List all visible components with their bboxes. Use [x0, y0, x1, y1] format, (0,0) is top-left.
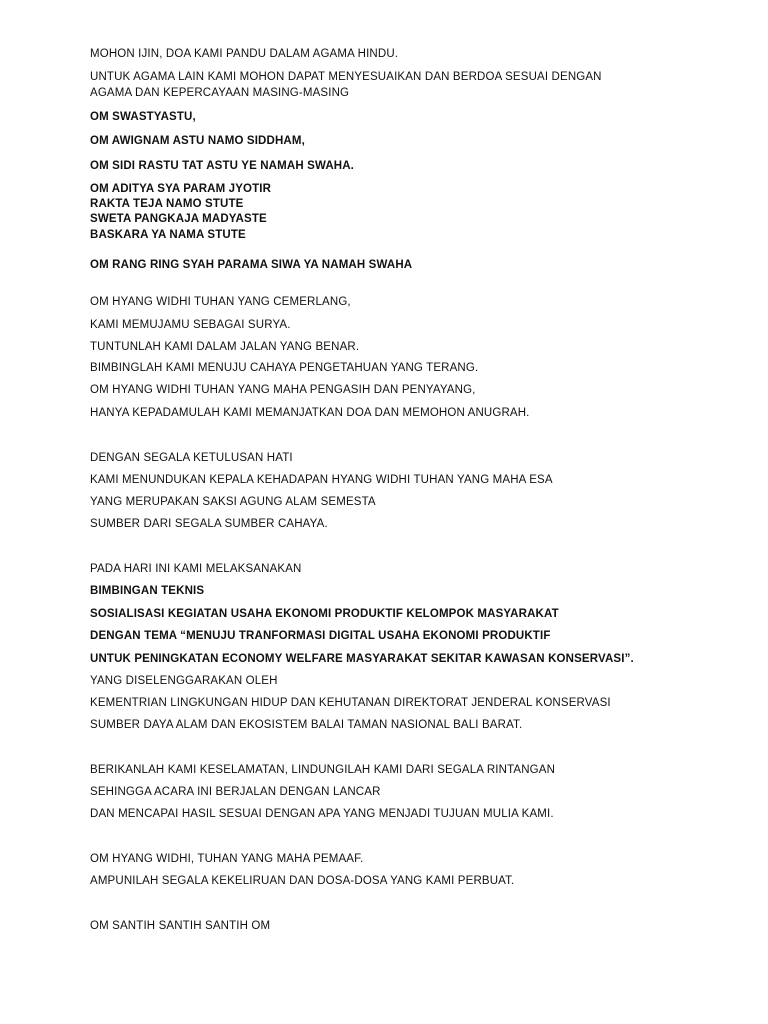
mantra-line-3: OM SIDI RASTU TAT ASTU YE NAMAH SWAHA. [90, 160, 355, 172]
mantra-line-6: SWETA PANGKAJA MADYASTE [90, 213, 267, 225]
event-theme-line-1: DENGAN TEMA “MENUJU TRANFORMASI DIGITAL USAHA EKONOMI PRODUKTIF [90, 630, 551, 642]
event-subtitle: SOSIALISASI KEGIATAN USAHA EKONOMI PRODUKTIF KELOMPOK MASYARAKAT [90, 608, 559, 620]
request-line-2: SEHINGGA ACARA INI BERJALAN DENGAN LANCAR [90, 786, 381, 798]
event-line-1: PADA HARI INI KAMI MELAKSANAKAN [90, 563, 302, 575]
mantra-line-1: OM SWASTYASTU, [90, 111, 196, 123]
intro-line-3: AGAMA DAN KEPERCAYAAN MASING-MASING [90, 87, 350, 99]
event-title: BIMBINGAN TEKNIS [90, 585, 205, 597]
event-organizer-line-2: SUMBER DAYA ALAM DAN EKOSISTEM BALAI TAMAN NASIONAL BALI BARAT. [90, 719, 523, 731]
mantra-line-8: OM RANG RING SYAH PARAMA SIWA YA NAMAH SWAHA [90, 259, 413, 271]
intro-line-1: MOHON IJIN, DOA KAMI PANDU DALAM AGAMA HINDU. [90, 48, 399, 60]
sincerity-line-2: KAMI MENUNDUKAN KEPALA KEHADAPAN HYANG WIDHI TUHAN YANG MAHA ESA [90, 474, 553, 486]
sincerity-line-1: DENGAN SEGALA KETULUSAN HATI [90, 452, 293, 464]
request-line-3: DAN MENCAPAI HASIL SESUAI DENGAN APA YANG MENJADI TUJUAN MULIA KAMI. [90, 808, 554, 820]
praise-line-6: HANYA KEPADAMULAH KAMI MEMANJATKAN DOA DAN MEMOHON ANUGRAH. [90, 407, 530, 419]
intro-line-2: UNTUK AGAMA LAIN KAMI MOHON DAPAT MENYESUAIKAN DAN BERDOA SESUAI DENGAN [90, 71, 602, 83]
mantra-line-2: OM AWIGNAM ASTU NAMO SIDDHAM, [90, 135, 305, 147]
event-theme-line-2: UNTUK PENINGKATAN ECONOMY WELFARE MASYARAKAT SEKITAR KAWASAN KONSERVASI”. [90, 653, 634, 665]
closing-line: OM SANTIH SANTIH SANTIH OM [90, 920, 271, 932]
praise-line-2: KAMI MEMUJAMU SEBAGAI SURYA. [90, 319, 291, 331]
event-organizer-line-1: KEMENTRIAN LINGKUNGAN HIDUP DAN KEHUTANAN DIREKTORAT JENDERAL KONSERVASI [90, 697, 611, 709]
mantra-line-5: RAKTA TEJA NAMO STUTE [90, 198, 244, 210]
forgiveness-line-2: AMPUNILAH SEGALA KEKELIRUAN DAN DOSA-DOSA YANG KAMI PERBUAT. [90, 875, 515, 887]
praise-line-1: OM HYANG WIDHI TUHAN YANG CEMERLANG, [90, 296, 351, 308]
event-organizer-label: YANG DISELENGGARAKAN OLEH [90, 675, 278, 687]
praise-line-3: TUNTUNLAH KAMI DALAM JALAN YANG BENAR. [90, 341, 360, 353]
request-line-1: BERIKANLAH KAMI KESELAMATAN, LINDUNGILAH KAMI DARI SEGALA RINTANGAN [90, 764, 556, 776]
praise-line-4: BIMBINGLAH KAMI MENUJU CAHAYA PENGETAHUAN YANG TERANG. [90, 362, 479, 374]
praise-line-5: OM HYANG WIDHI TUHAN YANG MAHA PENGASIH DAN PENYAYANG, [90, 384, 476, 396]
mantra-line-4: OM ADITYA SYA PARAM JYOTIR [90, 183, 272, 195]
sincerity-line-3: YANG MERUPAKAN SAKSI AGUNG ALAM SEMESTA [90, 496, 376, 508]
forgiveness-line-1: OM HYANG WIDHI, TUHAN YANG MAHA PEMAAF. [90, 853, 364, 865]
sincerity-line-4: SUMBER DARI SEGALA SUMBER CAHAYA. [90, 518, 328, 530]
mantra-line-7: BASKARA YA NAMA STUTE [90, 229, 246, 241]
